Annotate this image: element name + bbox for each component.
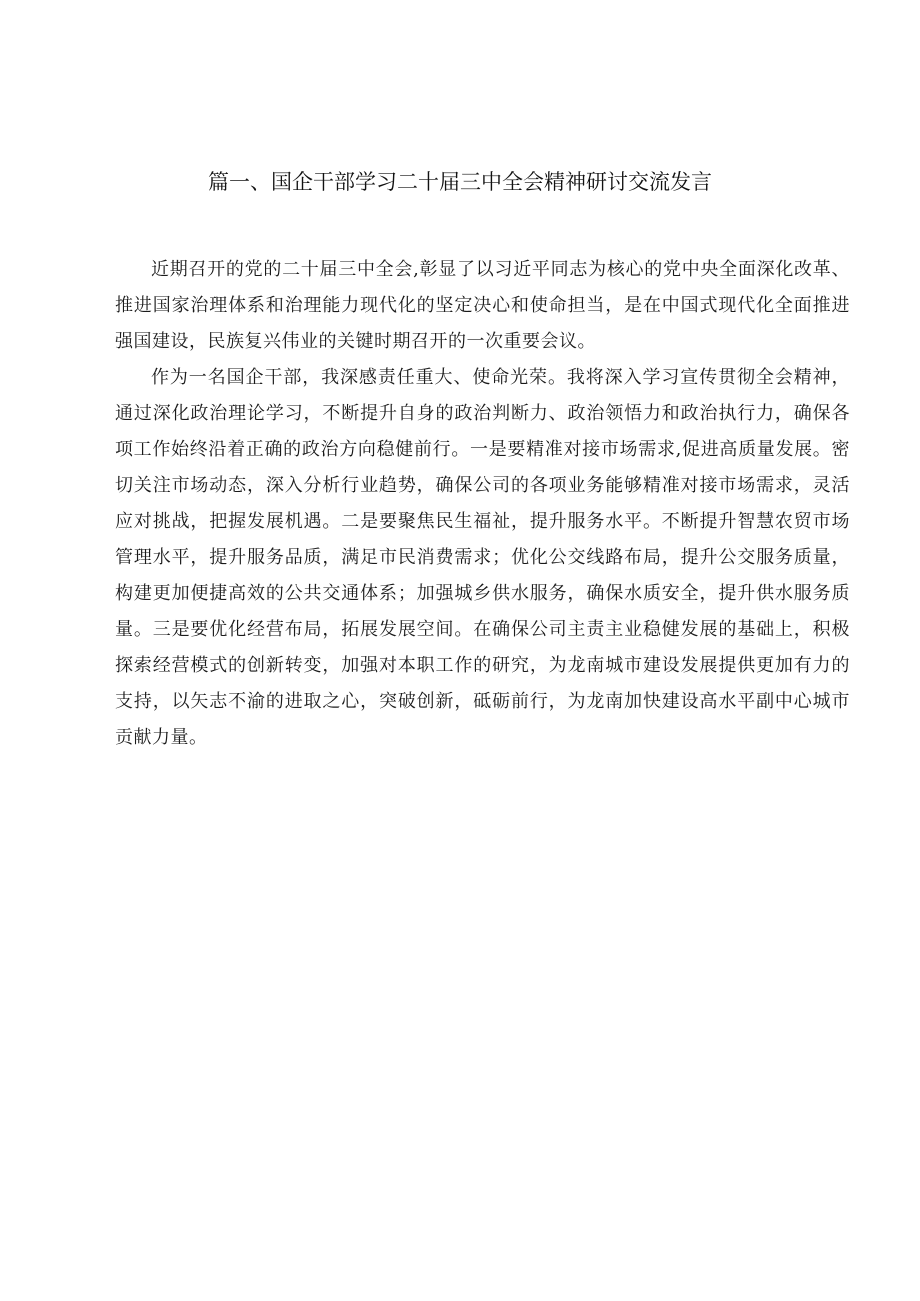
document-body — [115, 252, 850, 756]
paragraph-1: 近期召开的党的二十届三中全会,彰显了以习近平同志为核心的党中央全面深化改革、推进国家治理体系和治理能力现代化的坚定决心和使命担当，是在中国式现代化全面推进强国建设，民族复兴伟业的关键时期召开的一次重要会议。 — [115, 259, 850, 352]
document-title: 篇一、国企干部学习二十届三中全会精神研讨交流发言 — [208, 170, 712, 194]
paragraph-2: 作为一名国企干部，我深感责任重大、使命光荣。我将深入学习宣传贯彻全会精神，通过深化政治理论学习，不断提升自身的政治判断力、政治领悟力和政治执行力，确保各项工作始终沿着正确的政治方向稳健前行。一是要精准对接市场需求,促进高质量发展。密切关注市场动态，深入分析行业趋势，确保公司的各项业务能够精准对接市场需求，灵活应对挑战，把握发展机遇。二是要聚焦民生福祉，提升服务水平。不断提升智慧农贸市场管理水平，提升服务品质，满足市民消费需求；优化公交线路布局，提升公交服务质量，构建更加便捷高效的公共交通体系；加强城乡供水服务，确保水质安全，提升供水服务质量。三是要优化经营布局，拓展发展空间。在确保公司主责主业稳健发展的基础上，积极探索经营模式的创新转变，加强对本职工作的研究，为龙南城市建设发展提供更加有力的支持，以矢志不渝的进取之心，突破创新，砥砺前行，为龙南加快建设高水平副中心城市贡献力量。 — [115, 367, 850, 748]
